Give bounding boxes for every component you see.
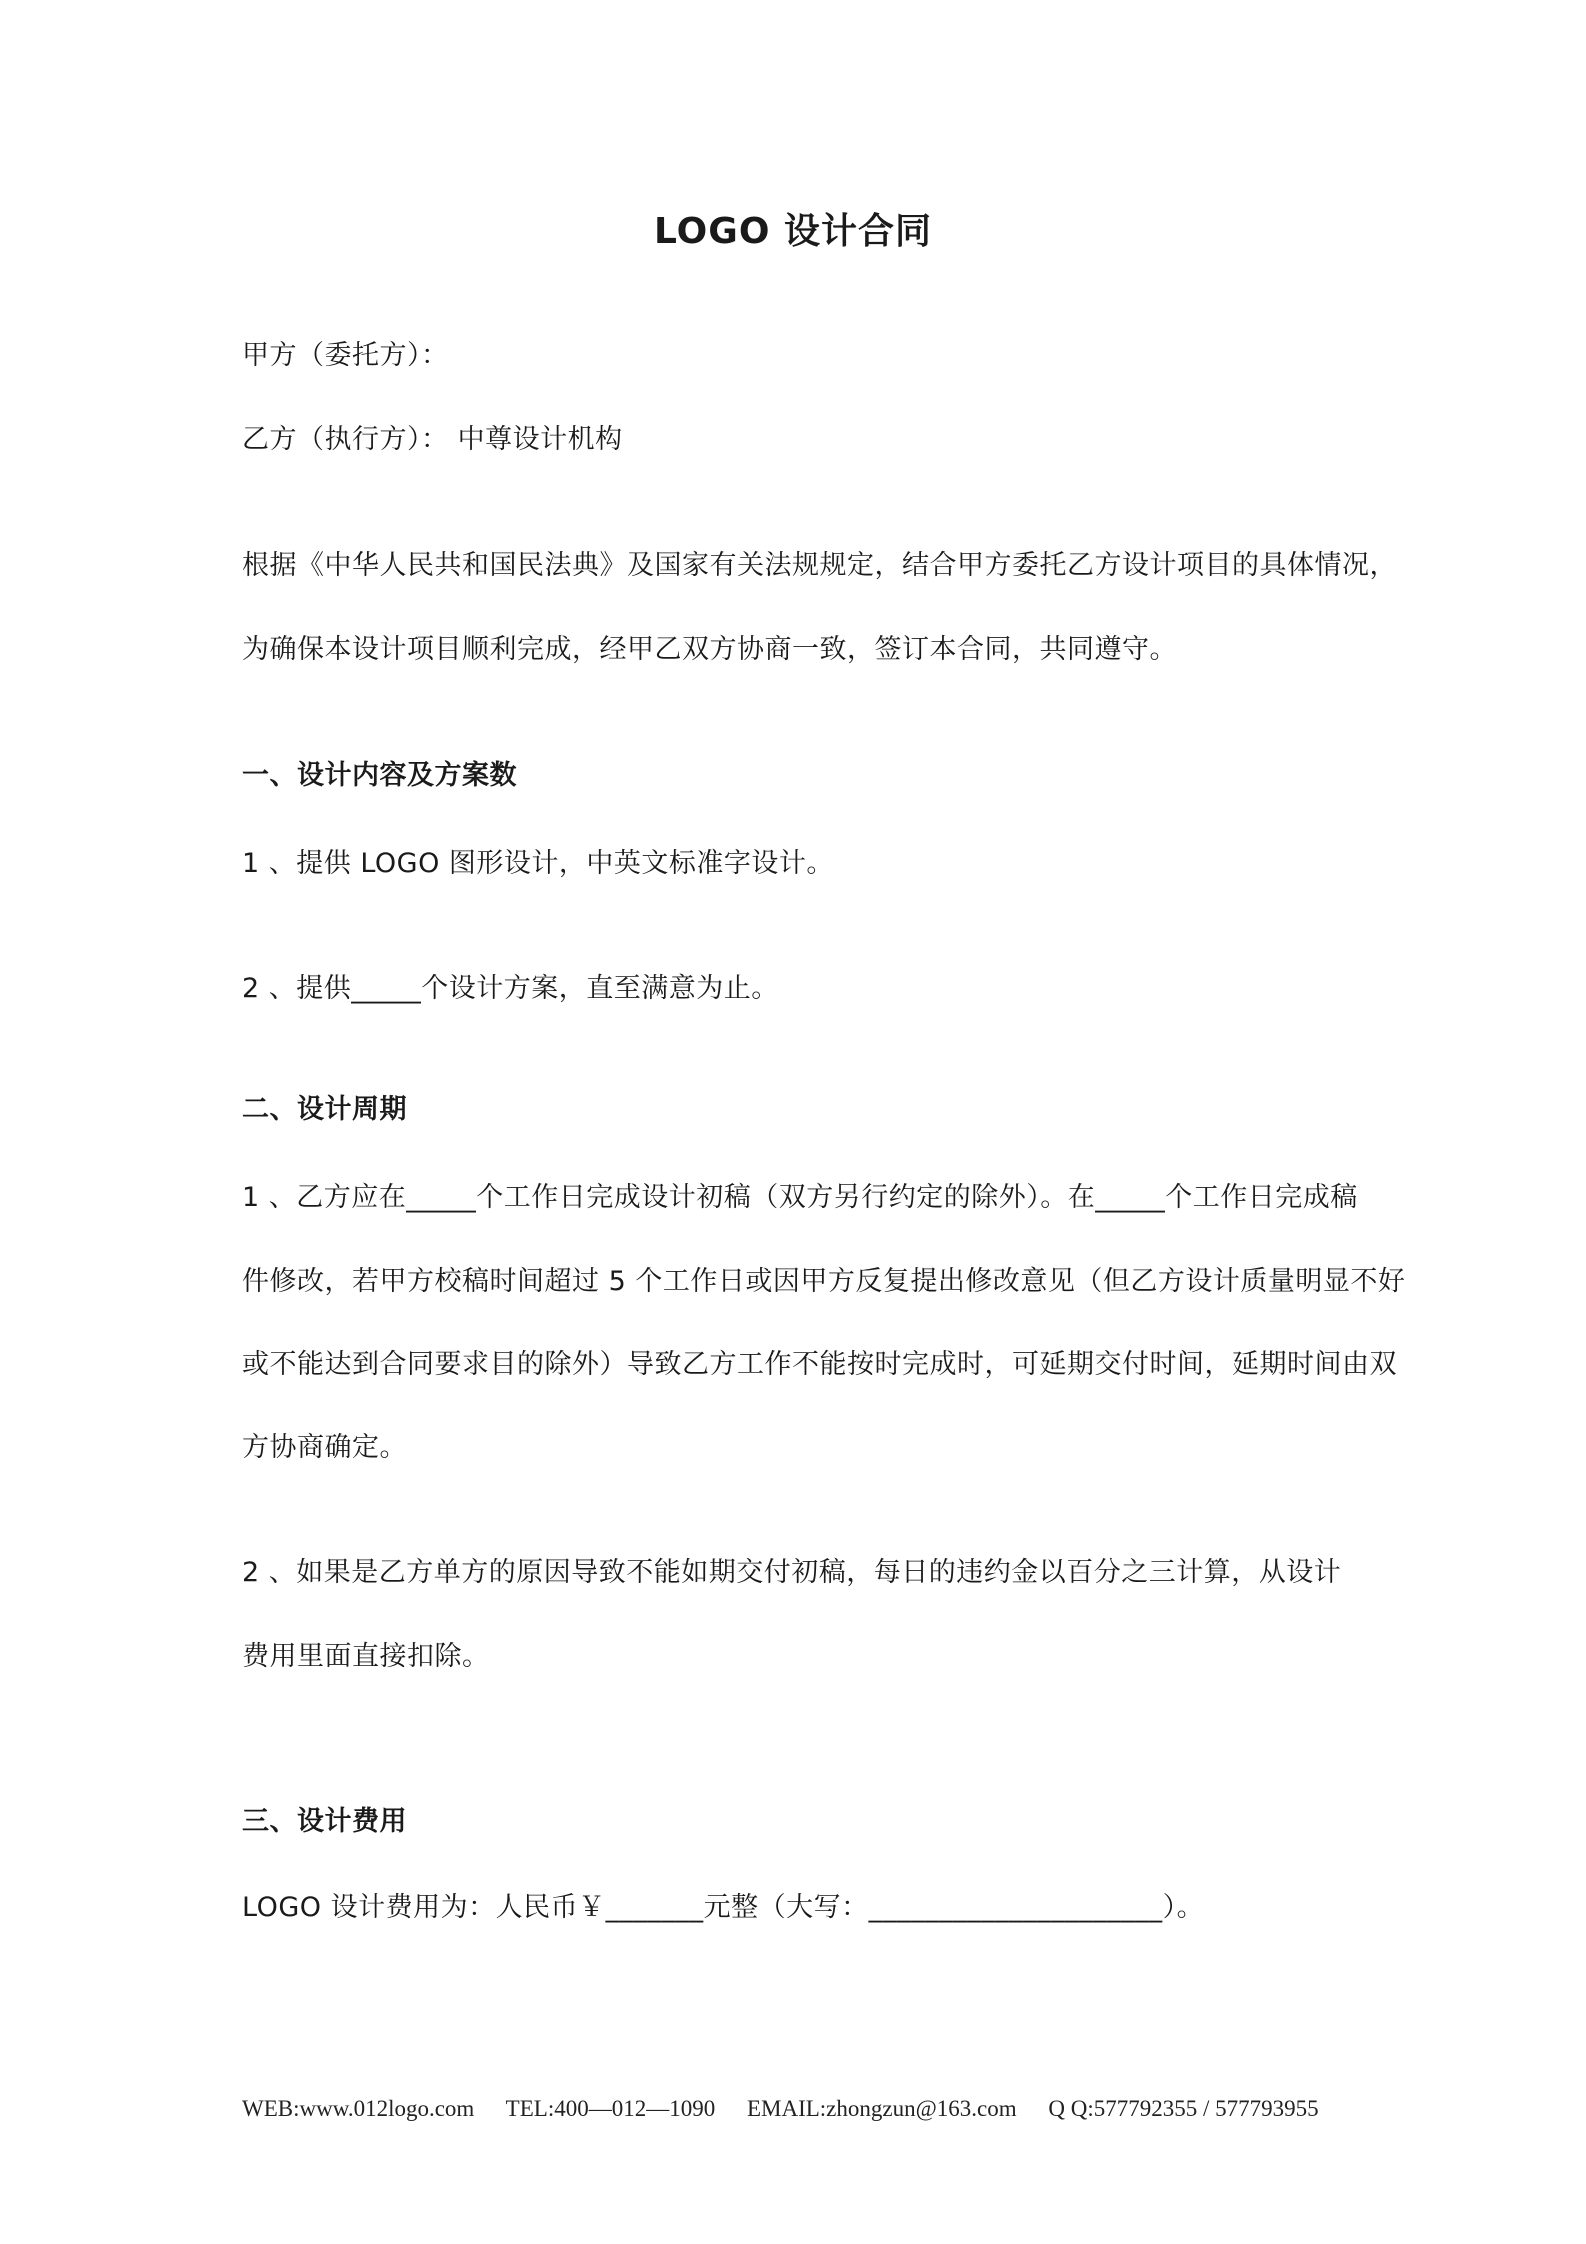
section-2-item-2-line-2: 费用里面直接扣除。	[242, 1641, 490, 1672]
section-2-item-2-line-1: 2 、如果是乙方单方的原因导致不能如期交付初稿，每日的违约金以百分之三计算，从设计	[242, 1557, 1342, 1588]
section-3-fee: LOGO 设计费用为：人民币￥_______元整（大写：_____________________）。	[242, 1892, 1205, 1923]
section-2-item-1-line-4: 方协商确定。	[242, 1432, 407, 1463]
footer-tel: TEL:400—012—1090	[505, 2096, 716, 2121]
footer-qq: Q Q:577792355 / 577793955	[1048, 2096, 1319, 2121]
section-1-heading: 一、设计内容及方案数	[242, 760, 517, 791]
section-1-item-2: 2 、提供_____个设计方案，直至满意为止。	[242, 973, 779, 1004]
section-2-heading: 二、设计周期	[242, 1094, 407, 1125]
section-3-heading: 三、设计费用	[242, 1806, 407, 1837]
section-1-item-1: 1 、提供 LOGO 图形设计，中英文标准字设计。	[242, 848, 834, 879]
section-2-item-1-line-1: 1 、乙方应在_____个工作日完成设计初稿（双方另行约定的除外）。在_____个工作日完成稿	[242, 1182, 1358, 1213]
document-title: LOGO 设计合同	[654, 211, 932, 252]
footer-email: EMAIL:zhongzun@163.com	[746, 2096, 1017, 2121]
section-2-item-1-line-3: 或不能达到合同要求目的除外）导致乙方工作不能按时完成时，可延期交付时间，延期时间由双	[242, 1349, 1397, 1380]
intro-line-1: 根据《中华人民共和国民法典》及国家有关法规规定，结合甲方委托乙方设计项目的具体情况，	[242, 550, 1397, 581]
page-footer	[242, 2097, 1319, 2120]
intro-line-2: 为确保本设计项目顺利完成，经甲乙双方协商一致，签订本合同，共同遵守。	[242, 634, 1177, 665]
party-a: 甲方（委托方）：	[242, 340, 449, 371]
party-b: 乙方（执行方）： 中尊设计机构	[242, 424, 623, 455]
section-2-item-1-line-2: 件修改，若甲方校稿时间超过 5 个工作日或因甲方反复提出修改意见（但乙方设计质量明显不好	[242, 1266, 1406, 1297]
footer-web: WEB:www.012logo.com	[242, 2096, 475, 2121]
